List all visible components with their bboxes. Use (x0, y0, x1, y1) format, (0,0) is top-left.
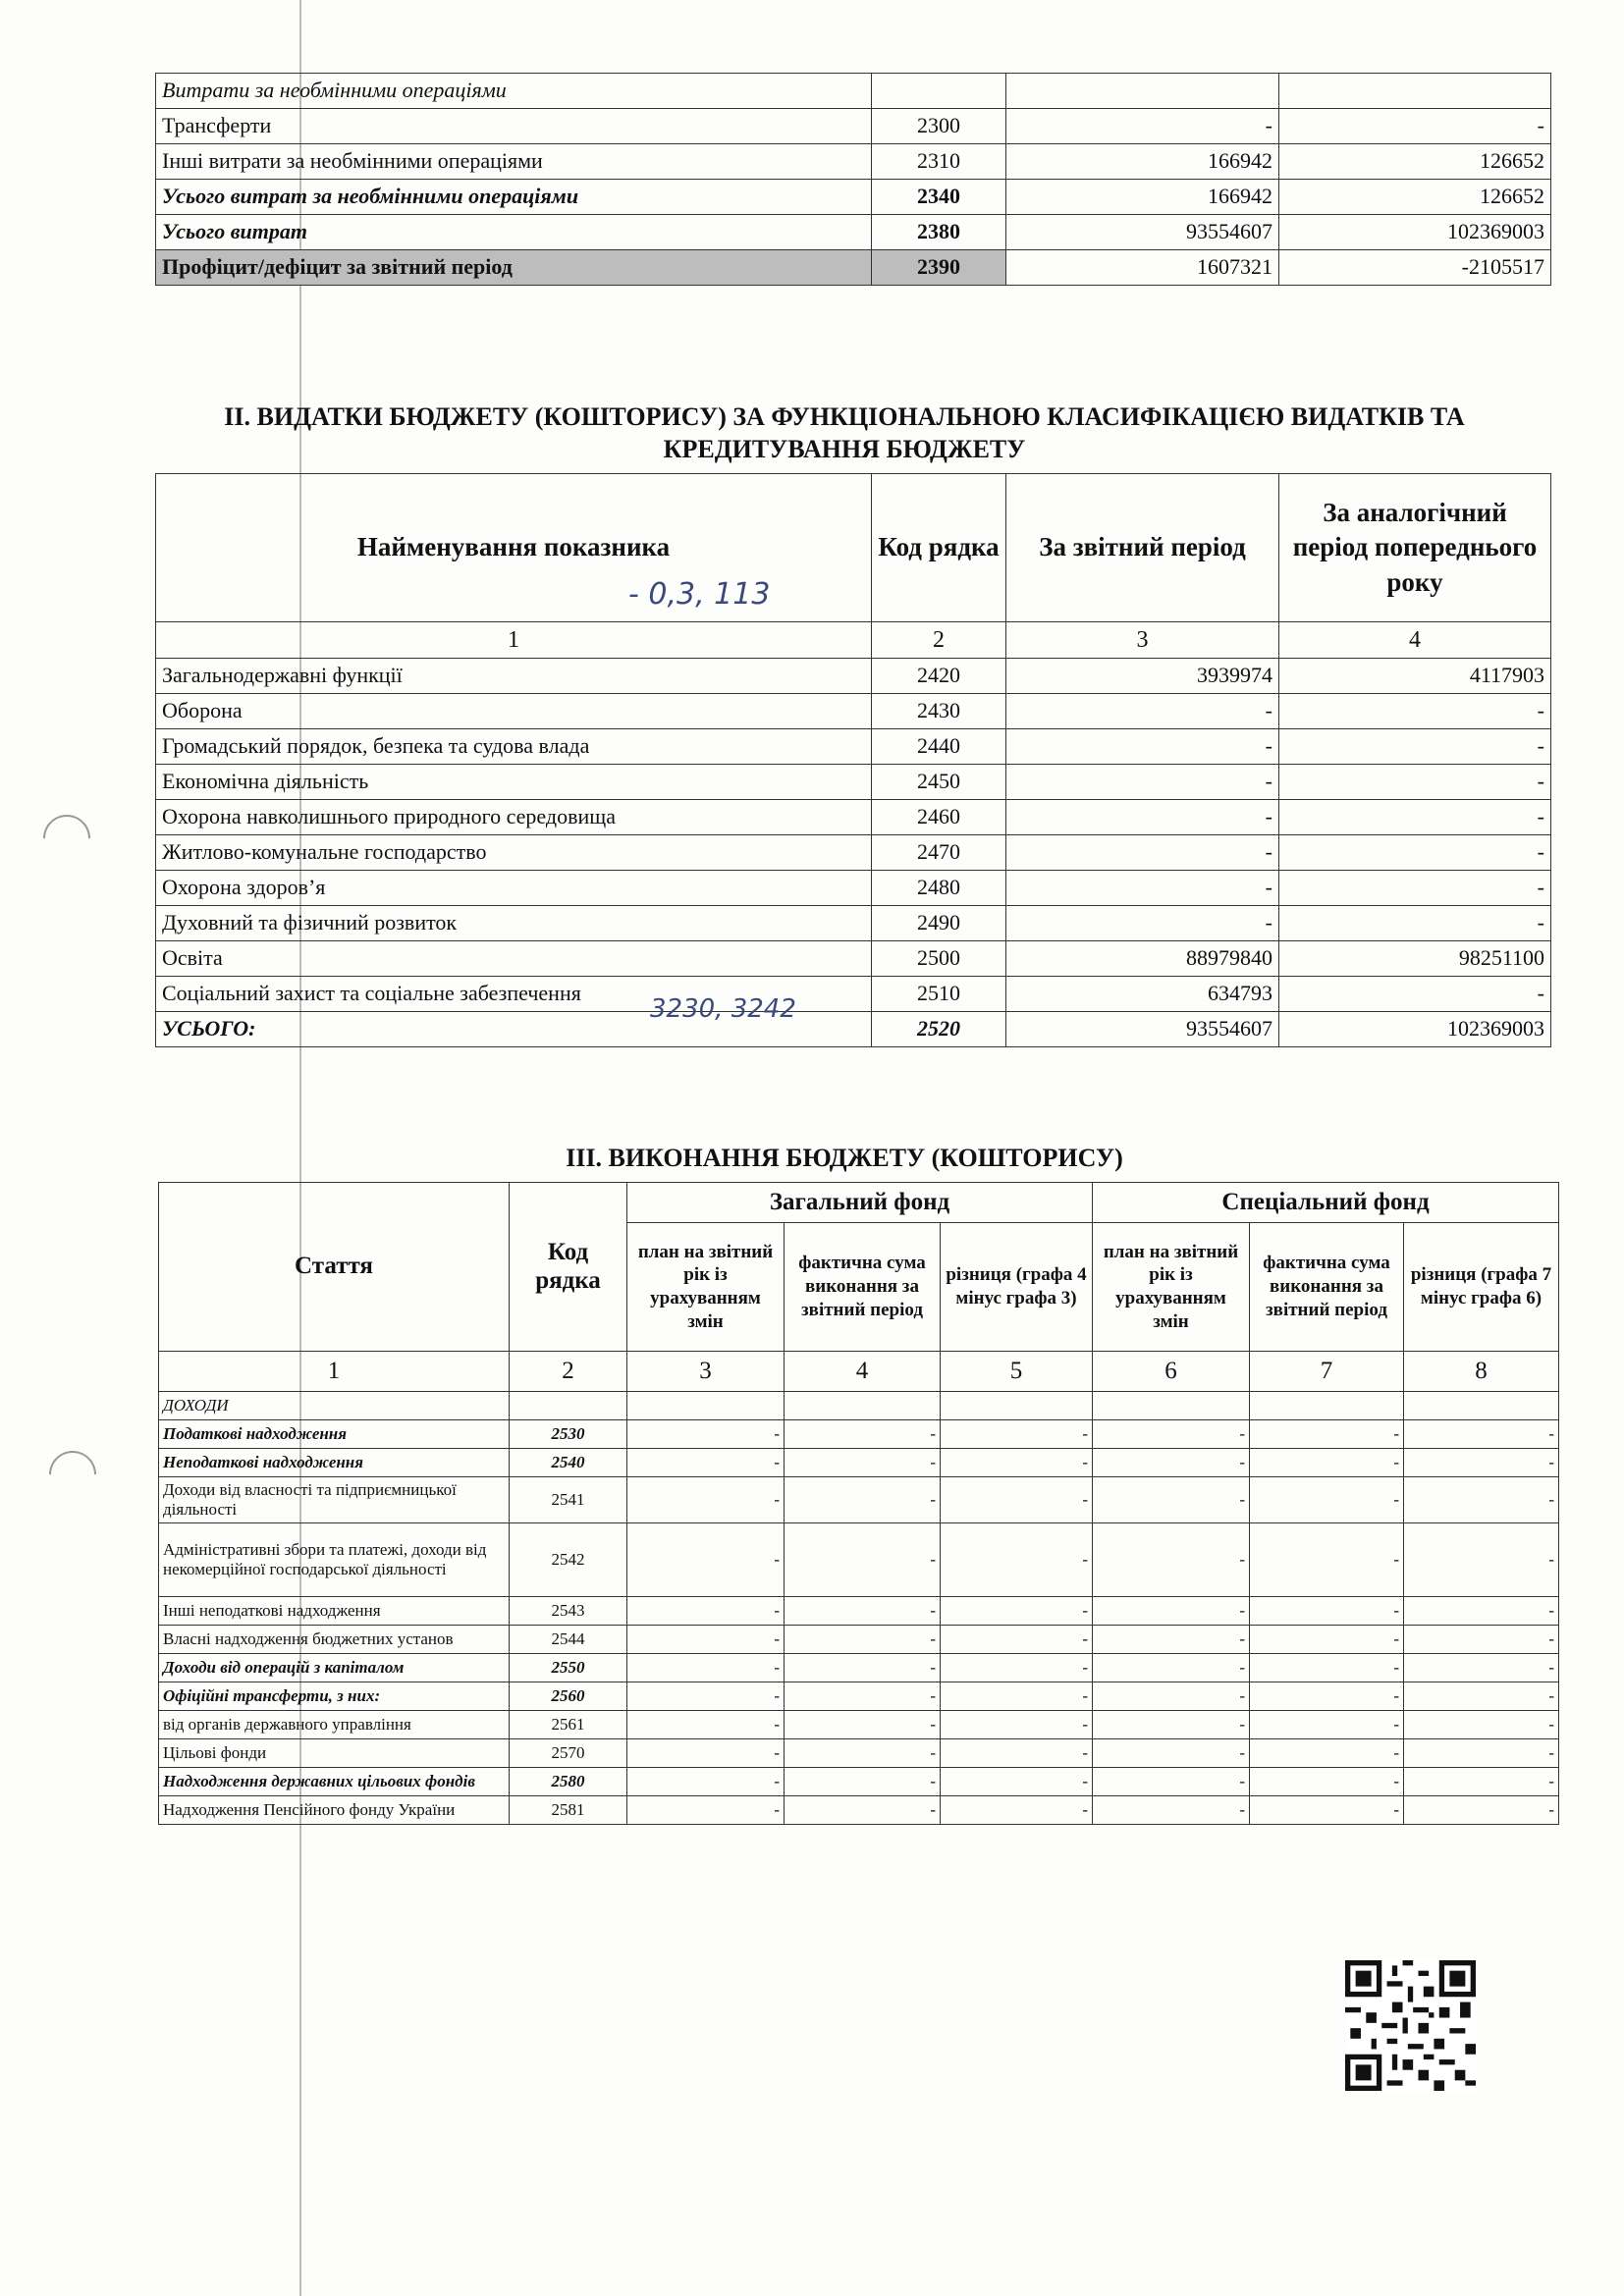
column-number: 7 (1250, 1352, 1404, 1392)
column-number: 1 (156, 622, 872, 659)
row-name: Цільові фонди (159, 1739, 510, 1768)
row-value: - (941, 1449, 1093, 1477)
row-code: 2490 (872, 906, 1006, 941)
header-row-code: Код рядка (510, 1183, 627, 1352)
row-value: - (1250, 1597, 1404, 1626)
table-row (156, 659, 1551, 694)
table-row (159, 1523, 1559, 1597)
table-row (159, 1477, 1559, 1523)
header-plan: план на звітний рік із урахуванням змін (627, 1223, 785, 1352)
row-current: - (1006, 835, 1279, 871)
row-name: Усього витрат за необмінними операціями (156, 180, 872, 215)
row-value: - (785, 1449, 941, 1477)
header-article: Стаття (159, 1183, 510, 1352)
row-code: 2540 (510, 1449, 627, 1477)
row-value: - (785, 1682, 941, 1711)
row-value: - (1250, 1420, 1404, 1449)
table-row (156, 765, 1551, 800)
row-code: 2570 (510, 1739, 627, 1768)
row-value: - (627, 1768, 785, 1796)
row-value: - (1093, 1626, 1250, 1654)
table-row (159, 1449, 1559, 1477)
row-name: Духовний та фізичний розвиток (156, 906, 872, 941)
header-diff: різниця (графа 4 мінус графа 3) (941, 1223, 1093, 1352)
table-row (159, 1597, 1559, 1626)
row-previous: - (1279, 871, 1551, 906)
column-number: 6 (1093, 1352, 1250, 1392)
row-value: - (941, 1597, 1093, 1626)
row-value: - (785, 1796, 941, 1825)
handwritten-note: 3230, 3242 (650, 994, 796, 1024)
row-value: - (627, 1654, 785, 1682)
row-code: 2550 (510, 1654, 627, 1682)
row-code: 2581 (510, 1796, 627, 1825)
row-code: 2470 (872, 835, 1006, 871)
row-name: Інші витрати за необмінними операціями (156, 144, 872, 180)
handwritten-note: - 0,3, 113 (628, 577, 771, 612)
table-row (159, 1768, 1559, 1796)
table-row (156, 109, 1551, 144)
row-current (1006, 74, 1279, 109)
row-code: 2542 (510, 1523, 627, 1597)
row-value: - (1093, 1796, 1250, 1825)
row-value: - (1404, 1768, 1559, 1796)
row-current: 634793 (1006, 977, 1279, 1012)
row-name: Доходи від операцій з капіталом (159, 1654, 510, 1682)
row-previous: - (1279, 765, 1551, 800)
row-name: Загальнодержавні функції (156, 659, 872, 694)
row-name: Охорона здоров’я (156, 871, 872, 906)
row-value: - (1093, 1682, 1250, 1711)
row-value: - (1250, 1796, 1404, 1825)
section2-title (147, 401, 1542, 465)
table-row (159, 1420, 1559, 1449)
table-row (156, 144, 1551, 180)
punch-hole-mark (39, 1441, 106, 1508)
row-value: - (1250, 1523, 1404, 1597)
row-value: - (785, 1711, 941, 1739)
header-fact-special: фактична сума виконання за звітний період (1250, 1223, 1404, 1352)
row-value: - (941, 1523, 1093, 1597)
row-value: - (1093, 1711, 1250, 1739)
row-code: 2380 (872, 215, 1006, 250)
column-number: 5 (941, 1352, 1093, 1392)
row-name: Соціальний захист та соціальне забезпечення (156, 977, 872, 1012)
row-value: - (941, 1711, 1093, 1739)
row-value: - (627, 1626, 785, 1654)
row-code: 2340 (872, 180, 1006, 215)
row-name: Профіцит/дефіцит за звітний період (156, 250, 872, 286)
table-row (156, 180, 1551, 215)
row-name: Доходи від власності та підприємницької діяльності (159, 1477, 510, 1523)
row-previous: 126652 (1279, 180, 1551, 215)
row-value: - (1093, 1654, 1250, 1682)
row-name: від органів державного управління (159, 1711, 510, 1739)
row-value: - (627, 1523, 785, 1597)
header-indicator-name: Найменування показника (156, 474, 872, 622)
row-value: - (785, 1739, 941, 1768)
row-value: - (941, 1420, 1093, 1449)
section2-title-line2: КРЕДИТУВАННЯ БЮДЖЕТУ (663, 434, 1026, 463)
row-value: - (1250, 1626, 1404, 1654)
row-value: - (1250, 1682, 1404, 1711)
row-value: - (941, 1654, 1093, 1682)
table-row (159, 1626, 1559, 1654)
row-value: - (785, 1523, 941, 1597)
row-current: 166942 (1006, 180, 1279, 215)
row-value: - (1093, 1477, 1250, 1523)
income-section-row (159, 1392, 1559, 1420)
row-value: - (1093, 1597, 1250, 1626)
row-value: - (1404, 1420, 1559, 1449)
row-previous: - (1279, 694, 1551, 729)
row-code: 2430 (872, 694, 1006, 729)
row-name: Надходження Пенсійного фонду України (159, 1796, 510, 1825)
row-previous: - (1279, 906, 1551, 941)
row-previous: - (1279, 109, 1551, 144)
table-row (156, 729, 1551, 765)
row-previous: 102369003 (1279, 215, 1551, 250)
qr-code-icon (1345, 1960, 1476, 2091)
table-row (159, 1711, 1559, 1739)
row-value: - (1404, 1626, 1559, 1654)
row-previous: -2105517 (1279, 250, 1551, 286)
total-row (156, 1012, 1551, 1047)
row-code: 2500 (872, 941, 1006, 977)
row-previous: - (1279, 977, 1551, 1012)
header-previous-period: За аналогічний період попереднього року (1279, 474, 1551, 622)
row-value: - (785, 1768, 941, 1796)
row-value: - (1093, 1449, 1250, 1477)
table-row (156, 215, 1551, 250)
row-value: - (1093, 1523, 1250, 1597)
row-value: - (627, 1597, 785, 1626)
table-row (159, 1796, 1559, 1825)
row-code: 2543 (510, 1597, 627, 1626)
row-name: Трансферти (156, 109, 872, 144)
header-plan-special: план на звітний рік із урахуванням змін (1093, 1223, 1250, 1352)
row-value: - (1093, 1420, 1250, 1449)
row-value: - (627, 1796, 785, 1825)
table-row (156, 74, 1551, 109)
row-current: 88979840 (1006, 941, 1279, 977)
row-name: Надходження державних цільових фондів (159, 1768, 510, 1796)
row-value: - (627, 1739, 785, 1768)
header-row (159, 1183, 1559, 1223)
header-reporting-period: За звітний період (1006, 474, 1279, 622)
row-value: - (785, 1420, 941, 1449)
row-value: - (941, 1682, 1093, 1711)
row-current: - (1006, 765, 1279, 800)
section3-title: III. ВИКОНАННЯ БЮДЖЕТУ (КОШТОРИСУ) (566, 1144, 1123, 1172)
row-name: Усього витрат (156, 215, 872, 250)
column-number: 4 (1279, 622, 1551, 659)
row-current: - (1006, 906, 1279, 941)
row-code: 2560 (510, 1682, 627, 1711)
row-value: - (1404, 1654, 1559, 1682)
row-value: - (627, 1420, 785, 1449)
row-code: 2390 (872, 250, 1006, 286)
row-value: - (627, 1477, 785, 1523)
row-code: 2580 (510, 1768, 627, 1796)
row-current: - (1006, 729, 1279, 765)
row-value: - (1404, 1523, 1559, 1597)
row-previous: - (1279, 800, 1551, 835)
header-fact: фактична сума виконання за звітний період (785, 1223, 941, 1352)
row-value: - (941, 1739, 1093, 1768)
row-current: - (1006, 694, 1279, 729)
row-value: - (785, 1597, 941, 1626)
row-name: Власні надходження бюджетних установ (159, 1626, 510, 1654)
row-value: - (941, 1626, 1093, 1654)
header-diff-special: різниця (графа 7 мінус графа 6) (1404, 1223, 1559, 1352)
table-row (156, 941, 1551, 977)
row-name: Охорона навколишнього природного середовища (156, 800, 872, 835)
column-number: 1 (159, 1352, 510, 1392)
table-row (159, 1654, 1559, 1682)
row-code: 2541 (510, 1477, 627, 1523)
total-previous: 102369003 (1279, 1012, 1551, 1047)
row-name: Житлово-комунальне господарство (156, 835, 872, 871)
row-code: 2420 (872, 659, 1006, 694)
row-code: 2530 (510, 1420, 627, 1449)
row-name: Інші неподаткові надходження (159, 1597, 510, 1626)
row-current: - (1006, 109, 1279, 144)
row-value: - (1404, 1796, 1559, 1825)
column-number: 2 (510, 1352, 627, 1392)
expenses-table (155, 73, 1551, 286)
punch-hole-mark (33, 805, 100, 872)
column-number-row (159, 1352, 1559, 1392)
row-value: - (627, 1449, 785, 1477)
row-name: Оборона (156, 694, 872, 729)
row-previous: 98251100 (1279, 941, 1551, 977)
row-value: - (1404, 1597, 1559, 1626)
column-number: 2 (872, 622, 1006, 659)
row-name: Адміністративні збори та платежі, доходи від некомерційної господарської діяльності (159, 1523, 510, 1597)
table-row (159, 1739, 1559, 1768)
row-value: - (1404, 1449, 1559, 1477)
row-value: - (1093, 1739, 1250, 1768)
row-name: Офіційні трансферти, з них: (159, 1682, 510, 1711)
total-current: 93554607 (1006, 1012, 1279, 1047)
budget-execution-table (158, 1182, 1559, 1825)
table-row (156, 250, 1551, 286)
row-value: - (1250, 1449, 1404, 1477)
table-row (156, 800, 1551, 835)
row-value: - (1404, 1477, 1559, 1523)
row-previous: 4117903 (1279, 659, 1551, 694)
row-value: - (1404, 1739, 1559, 1768)
functional-expenses-table (155, 473, 1551, 1047)
row-value: - (1250, 1768, 1404, 1796)
row-value: - (627, 1711, 785, 1739)
row-code: 2561 (510, 1711, 627, 1739)
row-value: - (941, 1768, 1093, 1796)
row-value: - (1093, 1768, 1250, 1796)
row-current: - (1006, 871, 1279, 906)
row-value: - (1250, 1739, 1404, 1768)
column-number: 3 (1006, 622, 1279, 659)
row-value: - (1250, 1477, 1404, 1523)
row-previous (1279, 74, 1551, 109)
section2-title-line1: II. ВИДАТКИ БЮДЖЕТУ (КОШТОРИСУ) ЗА ФУНКЦІОНАЛЬНОЮ КЛАСИФІКАЦІЄЮ ВИДАТКІВ ТА (224, 402, 1465, 431)
income-label: ДОХОДИ (159, 1392, 510, 1420)
column-number-row (156, 622, 1551, 659)
table-row (156, 977, 1551, 1012)
row-code: 2450 (872, 765, 1006, 800)
row-value: - (627, 1682, 785, 1711)
table-row (156, 871, 1551, 906)
row-value: - (785, 1654, 941, 1682)
row-current: - (1006, 800, 1279, 835)
row-value: - (1404, 1682, 1559, 1711)
row-code: 2300 (872, 109, 1006, 144)
row-previous: - (1279, 835, 1551, 871)
table-header-row (156, 474, 1551, 622)
header-special-fund: Спеціальний фонд (1093, 1183, 1559, 1223)
row-name: Освіта (156, 941, 872, 977)
row-name: Економічна діяльність (156, 765, 872, 800)
row-previous: 126652 (1279, 144, 1551, 180)
row-code: 2544 (510, 1626, 627, 1654)
row-value: - (785, 1477, 941, 1523)
row-code: 2480 (872, 871, 1006, 906)
row-value: - (941, 1796, 1093, 1825)
row-code: 2440 (872, 729, 1006, 765)
column-number: 4 (785, 1352, 941, 1392)
row-name: Податкові надходження (159, 1420, 510, 1449)
row-name: Неподаткові надходження (159, 1449, 510, 1477)
row-code: 2510 (872, 977, 1006, 1012)
row-current: 93554607 (1006, 215, 1279, 250)
column-number: 8 (1404, 1352, 1559, 1392)
row-code: 2310 (872, 144, 1006, 180)
total-code: 2520 (872, 1012, 1006, 1047)
row-code: 2460 (872, 800, 1006, 835)
column-number: 3 (627, 1352, 785, 1392)
table-row (156, 835, 1551, 871)
row-name: Витрати за необмінними операціями (156, 74, 872, 109)
row-value: - (1250, 1654, 1404, 1682)
table-row (156, 906, 1551, 941)
header-row-code: Код рядка (872, 474, 1006, 622)
header-general-fund: Загальний фонд (627, 1183, 1093, 1223)
row-current: 3939974 (1006, 659, 1279, 694)
table-row (159, 1682, 1559, 1711)
total-label: УСЬОГО: (156, 1012, 872, 1047)
row-name: Громадський порядок, безпека та судова влада (156, 729, 872, 765)
row-value: - (941, 1477, 1093, 1523)
row-value: - (785, 1626, 941, 1654)
row-current: 166942 (1006, 144, 1279, 180)
row-value: - (1404, 1711, 1559, 1739)
row-value: - (1250, 1711, 1404, 1739)
row-code (872, 74, 1006, 109)
row-previous: - (1279, 729, 1551, 765)
table-row (156, 694, 1551, 729)
row-current: 1607321 (1006, 250, 1279, 286)
